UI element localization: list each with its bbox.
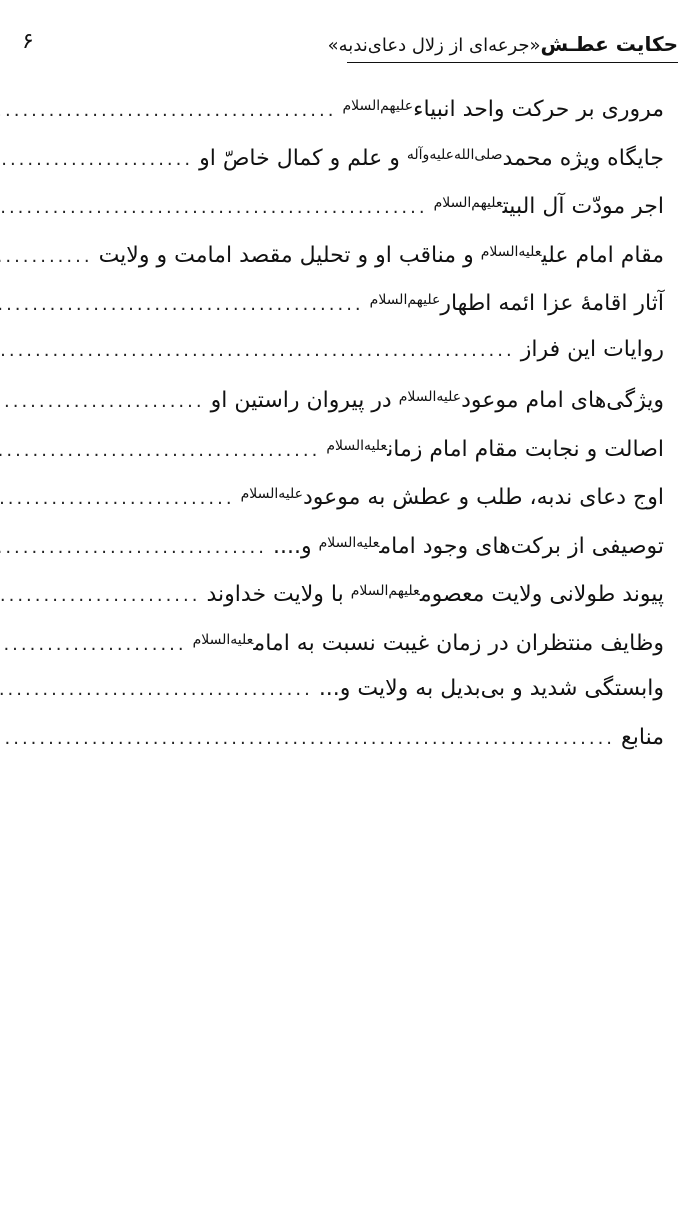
dot-leader [0,285,364,325]
toc-entry-title [326,426,664,470]
toc-entry-title-continued: و علم و کمال خاصّ او [199,145,407,171]
toc-entry-title [319,669,664,709]
dot-leader [0,140,193,180]
honorific-ligature: علیهم‌السلام [342,98,414,114]
honorific-ligature: علیهم‌السلام [433,195,503,211]
toc-entry-title [342,86,664,130]
toc-entry[interactable] [20,86,664,135]
toc-entry[interactable] [20,620,664,669]
dot-leader [0,237,93,277]
toc-entry-title-text: وظایف منتظران در زمان غیبت نسبت به امام [253,630,664,656]
toc-entry-title-text: ویژگی‌های امام موعود [461,388,664,413]
dot-leader [0,331,515,371]
dot-leader [0,670,313,710]
toc-entry-title [521,330,664,370]
dot-leader [0,625,187,665]
dot-leader [0,528,267,568]
honorific-ligature: علیهم‌السلام [369,292,441,308]
honorific-ligature: صلی‌الله‌علیه‌وآله [406,146,503,163]
header-underline [347,62,678,63]
toc-entry-title-text: پیوند طولانی ولایت معصوم [419,582,664,607]
toc-entry-title-text: جایگاه ویژه محمد [502,145,664,171]
toc-entry[interactable] [20,183,664,232]
toc-entry[interactable] [20,280,664,329]
toc-entry-title-text: منابع [621,724,664,750]
toc-entry[interactable] [20,474,664,523]
dot-leader [0,431,320,471]
toc-entry-title [621,718,664,758]
toc-entry[interactable] [20,668,664,717]
toc-entry-title-continued: و.... [272,533,319,559]
toc-entry-title [273,523,664,567]
running-title [328,30,678,60]
toc-entry-title [206,571,664,615]
toc-entry[interactable] [20,717,664,766]
toc-entry-title [199,135,664,179]
toc-entry[interactable] [20,571,664,620]
dot-leader [0,576,200,616]
toc-entry-title [211,377,664,421]
toc-entry-title [370,280,664,324]
page-number: ۶ [22,29,34,54]
honorific-ligature: علیه‌السلام [192,631,254,648]
honorific-ligature: علیه‌السلام [318,534,380,551]
toc-entry[interactable] [20,377,664,426]
toc-entry-title-continued: با ولایت خداوند [206,582,351,607]
dot-leader [0,91,336,131]
toc-entry[interactable] [20,523,664,572]
book-title: حکایت عطـش [540,32,678,56]
toc-entry-title-continued: در پیروان راستین او [210,388,399,413]
toc-entry[interactable] [20,135,664,184]
honorific-ligature: علیهم‌السلام [350,583,420,599]
toc-entry-title [434,183,664,227]
dot-leader [0,188,428,228]
honorific-ligature: علیه‌السلام [240,486,303,502]
dot-leader [0,382,205,422]
toc-entry[interactable] [20,426,664,475]
honorific-ligature: علیه‌السلام [398,389,462,405]
book-subtitle: «جرعه‌ای از زلال دعای‌ندبه» [327,35,541,56]
toc-entry-title [193,620,664,664]
toc-entry-title-text: آثار اقامهٔ عزا ائمه اطهار [440,291,664,316]
toc-entry[interactable] [20,232,664,281]
dot-leader [0,479,235,519]
dot-leader [0,719,615,759]
toc-entry-title-text: اصالت و نجابت مقام امام زمان [387,436,664,462]
running-header [22,28,678,68]
honorific-ligature: علیه‌السلام [326,437,388,454]
toc-entry-title-text: روایات این فراز [520,336,664,362]
toc-entry-title-continued: و مناقب او و تحلیل مقصد امامت و ولایت [98,242,481,268]
toc-entry-title-text: مروری بر حرکت واحد انبیاء [413,97,664,122]
toc-entry[interactable] [20,329,664,378]
toc-entry-title-text: توصیفی از برکت‌های وجود امام [379,533,664,559]
toc-entry-title-text: اجر مودّت آل البیت [502,194,664,219]
toc-entry-title-text: اوج دعای ندبه، طلب و عطش به موعود [302,485,664,510]
toc-entry-title [241,474,664,518]
toc-entry-title-text: وابستگی شدید و بی‌بدیل به ولایت و... [318,676,664,701]
toc-entry-title-text: مقام امام علی [541,242,664,268]
table-of-contents [20,86,664,765]
honorific-ligature: علیه‌السلام [480,243,542,260]
toc-entry-title [99,232,664,276]
